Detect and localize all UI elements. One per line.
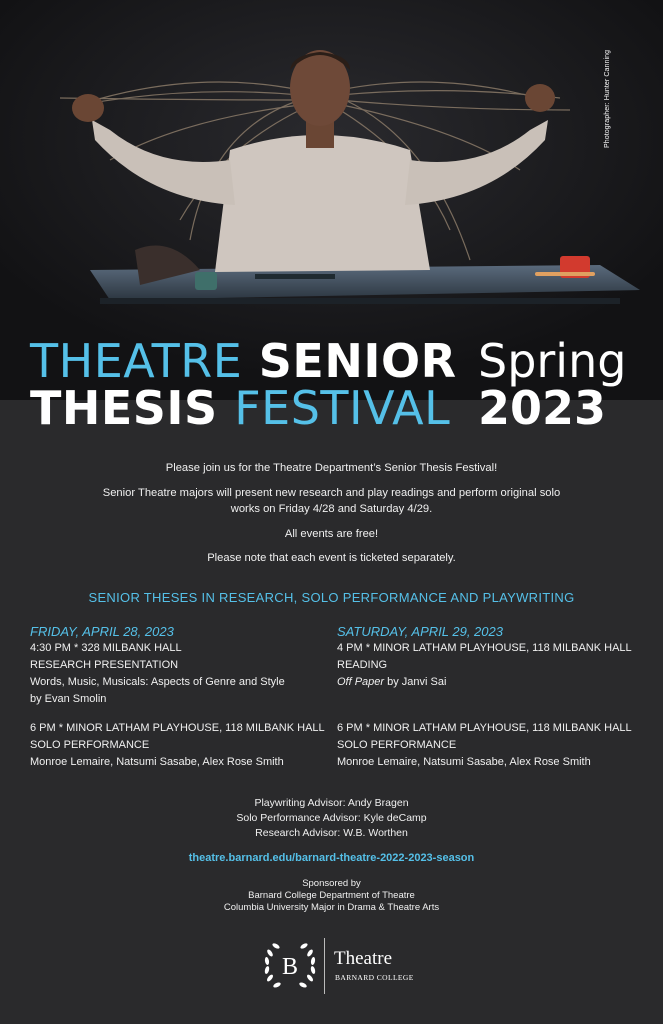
friday-event1-author: by Evan Smolin <box>30 693 107 705</box>
advisor-playwriting: Playwriting Advisor: Andy Bragen <box>254 797 409 809</box>
advisor-solo: Solo Performance Advisor: Kyle deCamp <box>236 812 427 824</box>
saturday-event2-time: 6 PM * MINOR LATHAM PLAYHOUSE, 118 MILBANK HALL <box>337 722 632 734</box>
friday-event1-title: Words, Music, Musicals: Aspects of Genre and Style <box>30 676 285 688</box>
saturday-event2-type: SOLO PERFORMANCE <box>337 739 457 751</box>
laurel-crest-icon <box>258 934 322 998</box>
friday-event2-names: Monroe Lemaire, Natsumi Sasabe, Alex Rose Smith <box>30 756 284 768</box>
saturday-event1-title-line <box>337 674 637 691</box>
intro-ticket-note: Please note that each event is ticketed separately. <box>207 552 456 564</box>
saturday-event1-author: by Janvi Sai <box>384 676 447 688</box>
festival-title <box>30 334 457 435</box>
friday-event1-time: 4:30 PM * 328 MILBANK HALL <box>30 642 182 654</box>
logo-brand: Theatre <box>334 948 393 969</box>
sponsor-columbia: Columbia University Major in Drama & Theatre Arts <box>223 902 440 913</box>
title-word-thesis: THESIS <box>30 381 218 435</box>
saturday-event1-title: Off Paper <box>337 676 385 688</box>
title-word-festival: FESTIVAL <box>234 381 451 435</box>
advisors <box>0 796 663 841</box>
title-word-senior: SENIOR <box>258 334 457 388</box>
saturday-date: SATURDAY, APRIL 29, 2023 <box>337 624 503 639</box>
advisor-research: Research Advisor: W.B. Worthen <box>255 827 408 839</box>
intro-welcome: Please join us for the Theatre Department’s Senior Thesis Festival! <box>165 462 498 474</box>
sponsor-barnard: Barnard College Department of Theatre <box>248 890 415 901</box>
saturday-schedule <box>337 624 637 771</box>
friday-schedule <box>30 624 330 771</box>
title-word-theatre: THEATRE <box>30 334 243 388</box>
sponsors <box>0 878 663 914</box>
friday-date: FRIDAY, APRIL 28, 2023 <box>30 624 174 639</box>
season-link[interactable]: theatre.barnard.edu/barnard-theatre-2022-2023-season <box>188 852 475 864</box>
friday-event1-type: RESEARCH PRESENTATION <box>30 659 179 671</box>
intro-free: All events are free! <box>284 528 379 540</box>
intro-description-line2: works on Friday 4/28 and Saturday 4/29. <box>230 503 433 515</box>
logo-divider <box>324 938 325 994</box>
barnard-theatre-logo <box>258 934 418 998</box>
intro-description-line1: Senior Theatre majors will present new research and play readings and perform original solo <box>102 487 561 499</box>
season-label <box>478 334 627 435</box>
logo-subtitle: BARNARD COLLEGE <box>335 973 414 982</box>
season-word: Spring <box>478 334 627 388</box>
intro-description <box>40 485 623 517</box>
season-year: 2023 <box>478 381 607 435</box>
friday-event2-time: 6 PM * MINOR LATHAM PLAYHOUSE, 118 MILBANK HALL <box>30 722 325 734</box>
section-heading: SENIOR THESES IN RESEARCH, SOLO PERFORMANCE AND PLAYWRITING <box>88 590 575 605</box>
photo-credit: Photographer: Hunter Canning <box>604 49 611 148</box>
saturday-event2-names: Monroe Lemaire, Natsumi Sasabe, Alex Rose Smith <box>337 756 591 768</box>
logo-letter: B <box>281 954 299 980</box>
sponsor-label: Sponsored by <box>302 878 361 889</box>
saturday-event1-type: READING <box>337 659 388 671</box>
saturday-event1-time: 4 PM * MINOR LATHAM PLAYHOUSE, 118 MILBANK HALL <box>337 642 632 654</box>
friday-event2-type: SOLO PERFORMANCE <box>30 739 150 751</box>
